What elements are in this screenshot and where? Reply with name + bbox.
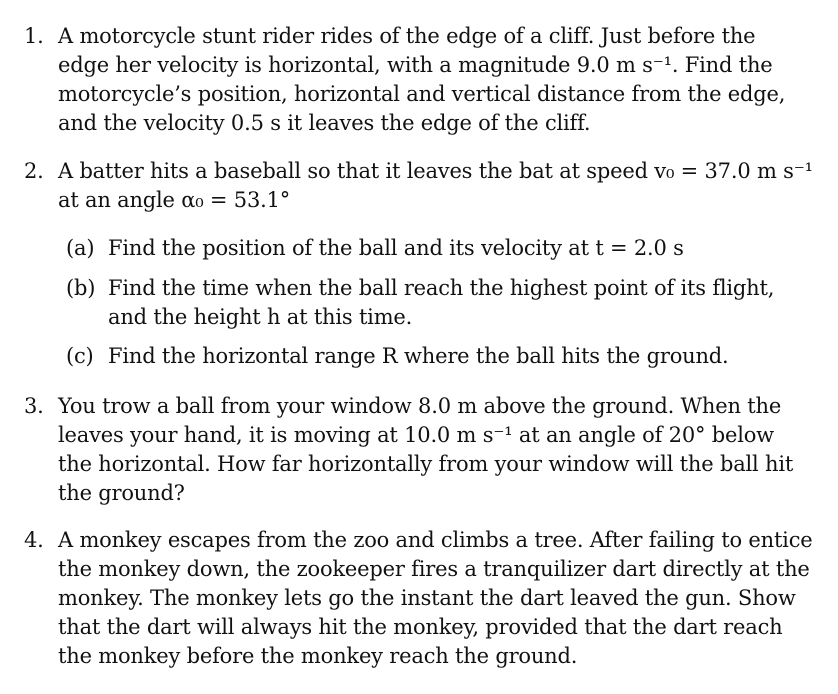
problem-line: leaves your hand, it is moving at 10.0 m s⁻¹ at an angle of 20° below: [58, 423, 774, 447]
problem-line: A motorcycle stunt rider rides of the edge of a cliff. Just before the: [58, 24, 756, 48]
part-line: and the height h at this time.: [108, 305, 413, 329]
problem-1: [24, 22, 784, 138]
problem-line: A batter hits a baseball so that it leaves the bat at speed v₀ = 37.0 m s⁻¹: [58, 159, 813, 183]
problem-line: edge her velocity is horizontal, with a magnitude 9.0 m s⁻¹. Find the: [58, 53, 773, 77]
part-line: Find the horizontal range R where the ball hits the ground.: [108, 344, 729, 368]
problem-2-part-c: [66, 342, 776, 371]
problem-line: that the dart will always hit the monkey, provided that the dart reach: [58, 615, 783, 639]
part-label: (c): [66, 344, 94, 368]
problem-line: the monkey before the monkey reach the ground.: [58, 644, 578, 668]
problem-text: [58, 392, 794, 508]
problem-number: 2.: [24, 159, 44, 183]
problem-4: [24, 526, 813, 671]
part-label: (a): [66, 236, 95, 260]
problem-2-part-a: [66, 234, 776, 263]
problem-text: [58, 22, 784, 138]
part-line: Find the position of the ball and its velocity at t = 2.0 s: [108, 236, 684, 260]
part-text: [108, 234, 776, 263]
part-label: (b): [66, 276, 96, 300]
problem-number: 4.: [24, 528, 44, 552]
part-line: Find the time when the ball reach the highest point of its flight,: [108, 276, 775, 300]
problem-line: motorcycle’s position, horizontal and vertical distance from the edge,: [58, 82, 786, 106]
problem-line: and the velocity 0.5 s it leaves the edge of the cliff.: [58, 111, 591, 135]
problem-line: at an angle α₀ = 53.1°: [58, 188, 291, 212]
problem-line: the horizontal. How far horizontally from your window will the ball hit: [58, 452, 794, 476]
problem-line: monkey. The monkey lets go the instant the dart leaved the gun. Show: [58, 586, 796, 610]
part-text: [108, 342, 776, 371]
problem-line: the ground?: [58, 481, 185, 505]
problem-number: 3.: [24, 394, 44, 418]
problem-line: A monkey escapes from the zoo and climbs a tree. After failing to entice: [58, 528, 813, 552]
problem-line: the monkey down, the zookeeper fires a tranquilizer dart directly at the: [58, 557, 810, 581]
problem-2: [24, 157, 813, 215]
problem-line: You trow a ball from your window 8.0 m above the ground. When the: [58, 394, 782, 418]
problem-2-part-b: [66, 274, 776, 332]
problem-text: [58, 157, 813, 215]
problem-3: [24, 392, 794, 508]
problem-number: 1.: [24, 24, 44, 48]
problem-text: [58, 526, 813, 671]
part-text: [108, 274, 776, 332]
